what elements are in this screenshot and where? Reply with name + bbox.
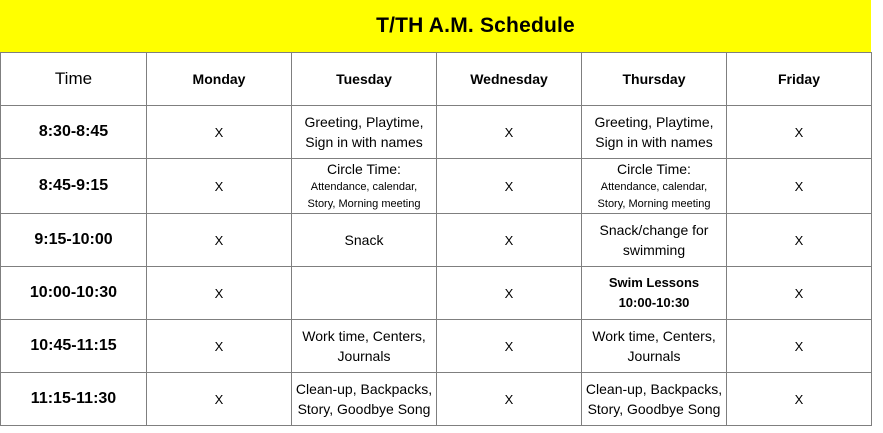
- wednesday-cell[interactable]: X: [437, 373, 582, 426]
- activity-line: Clean-up, Backpacks,: [585, 381, 723, 397]
- tuesday-cell[interactable]: [292, 214, 437, 267]
- time-cell[interactable]: 10:00-10:30: [1, 267, 147, 320]
- tuesday-cell[interactable]: [292, 373, 437, 426]
- table-row: [1, 267, 872, 320]
- thursday-cell[interactable]: [582, 106, 727, 159]
- wednesday-cell[interactable]: X: [437, 267, 582, 320]
- table-row: [1, 320, 872, 373]
- thursday-cell[interactable]: [582, 373, 727, 426]
- thursday-cell[interactable]: [582, 159, 727, 214]
- wednesday-cell[interactable]: X: [437, 320, 582, 373]
- time-cell[interactable]: 11:15-11:30: [1, 373, 147, 426]
- activity-heading: Circle Time:: [617, 161, 691, 177]
- activity-line: Journals: [627, 348, 681, 364]
- activity-line: Work time, Centers,: [302, 328, 426, 344]
- activity-line: Greeting, Playtime,: [304, 114, 424, 130]
- activity-line: Story, Goodbye Song: [587, 401, 721, 417]
- header-friday[interactable]: Friday: [727, 53, 872, 106]
- activity-line: Greeting, Playtime,: [594, 114, 714, 130]
- tuesday-cell[interactable]: [292, 267, 437, 320]
- activity-line: Snack/change for: [599, 222, 709, 238]
- activity-heading: Circle Time:: [327, 161, 401, 177]
- table-row: [1, 106, 872, 159]
- time-cell[interactable]: 8:30-8:45: [1, 106, 147, 159]
- friday-cell[interactable]: X: [727, 159, 872, 214]
- title-banner: [0, 0, 871, 53]
- schedule-table: [0, 52, 872, 426]
- monday-cell[interactable]: X: [147, 214, 292, 267]
- activity-detail: Story, Morning meeting: [307, 198, 421, 210]
- table-row: [1, 159, 872, 214]
- header-thursday[interactable]: Thursday: [582, 53, 727, 106]
- table-row: [1, 373, 872, 426]
- friday-cell[interactable]: X: [727, 267, 872, 320]
- monday-cell[interactable]: X: [147, 159, 292, 214]
- wednesday-cell[interactable]: X: [437, 214, 582, 267]
- activity-line: Clean-up, Backpacks,: [295, 381, 433, 397]
- header-monday[interactable]: Monday: [147, 53, 292, 106]
- friday-cell[interactable]: X: [727, 106, 872, 159]
- schedule-title: T/TH A.M. Schedule: [376, 14, 575, 37]
- activity-line: Snack: [344, 232, 384, 248]
- activity-line: Work time, Centers,: [592, 328, 716, 344]
- activity-detail: Attendance, calendar,: [310, 181, 418, 193]
- table-row: [1, 214, 872, 267]
- monday-cell[interactable]: X: [147, 106, 292, 159]
- activity-line: swimming: [622, 242, 686, 258]
- friday-cell[interactable]: X: [727, 373, 872, 426]
- time-cell[interactable]: 8:45-9:15: [1, 159, 147, 214]
- activity-line: Sign in with names: [305, 134, 423, 150]
- activity-line: Swim Lessons: [608, 275, 700, 290]
- activity-line: 10:00-10:30: [618, 295, 690, 310]
- friday-cell[interactable]: X: [727, 214, 872, 267]
- activity-line: Journals: [337, 348, 391, 364]
- thursday-cell[interactable]: [582, 267, 727, 320]
- header-time[interactable]: Time: [1, 53, 147, 106]
- activity-detail: Story, Morning meeting: [597, 198, 711, 210]
- monday-cell[interactable]: X: [147, 267, 292, 320]
- activity-line: Sign in with names: [595, 134, 713, 150]
- header-row: [1, 53, 872, 106]
- thursday-cell[interactable]: [582, 214, 727, 267]
- time-cell[interactable]: 9:15-10:00: [1, 214, 147, 267]
- time-cell[interactable]: 10:45-11:15: [1, 320, 147, 373]
- monday-cell[interactable]: X: [147, 373, 292, 426]
- activity-detail: Attendance, calendar,: [600, 181, 708, 193]
- tuesday-cell[interactable]: [292, 320, 437, 373]
- tuesday-cell[interactable]: [292, 106, 437, 159]
- wednesday-cell[interactable]: X: [437, 106, 582, 159]
- activity-line: Story, Goodbye Song: [297, 401, 431, 417]
- tuesday-cell[interactable]: [292, 159, 437, 214]
- header-tuesday[interactable]: Tuesday: [292, 53, 437, 106]
- header-wednesday[interactable]: Wednesday: [437, 53, 582, 106]
- friday-cell[interactable]: X: [727, 320, 872, 373]
- thursday-cell[interactable]: [582, 320, 727, 373]
- wednesday-cell[interactable]: X: [437, 159, 582, 214]
- monday-cell[interactable]: X: [147, 320, 292, 373]
